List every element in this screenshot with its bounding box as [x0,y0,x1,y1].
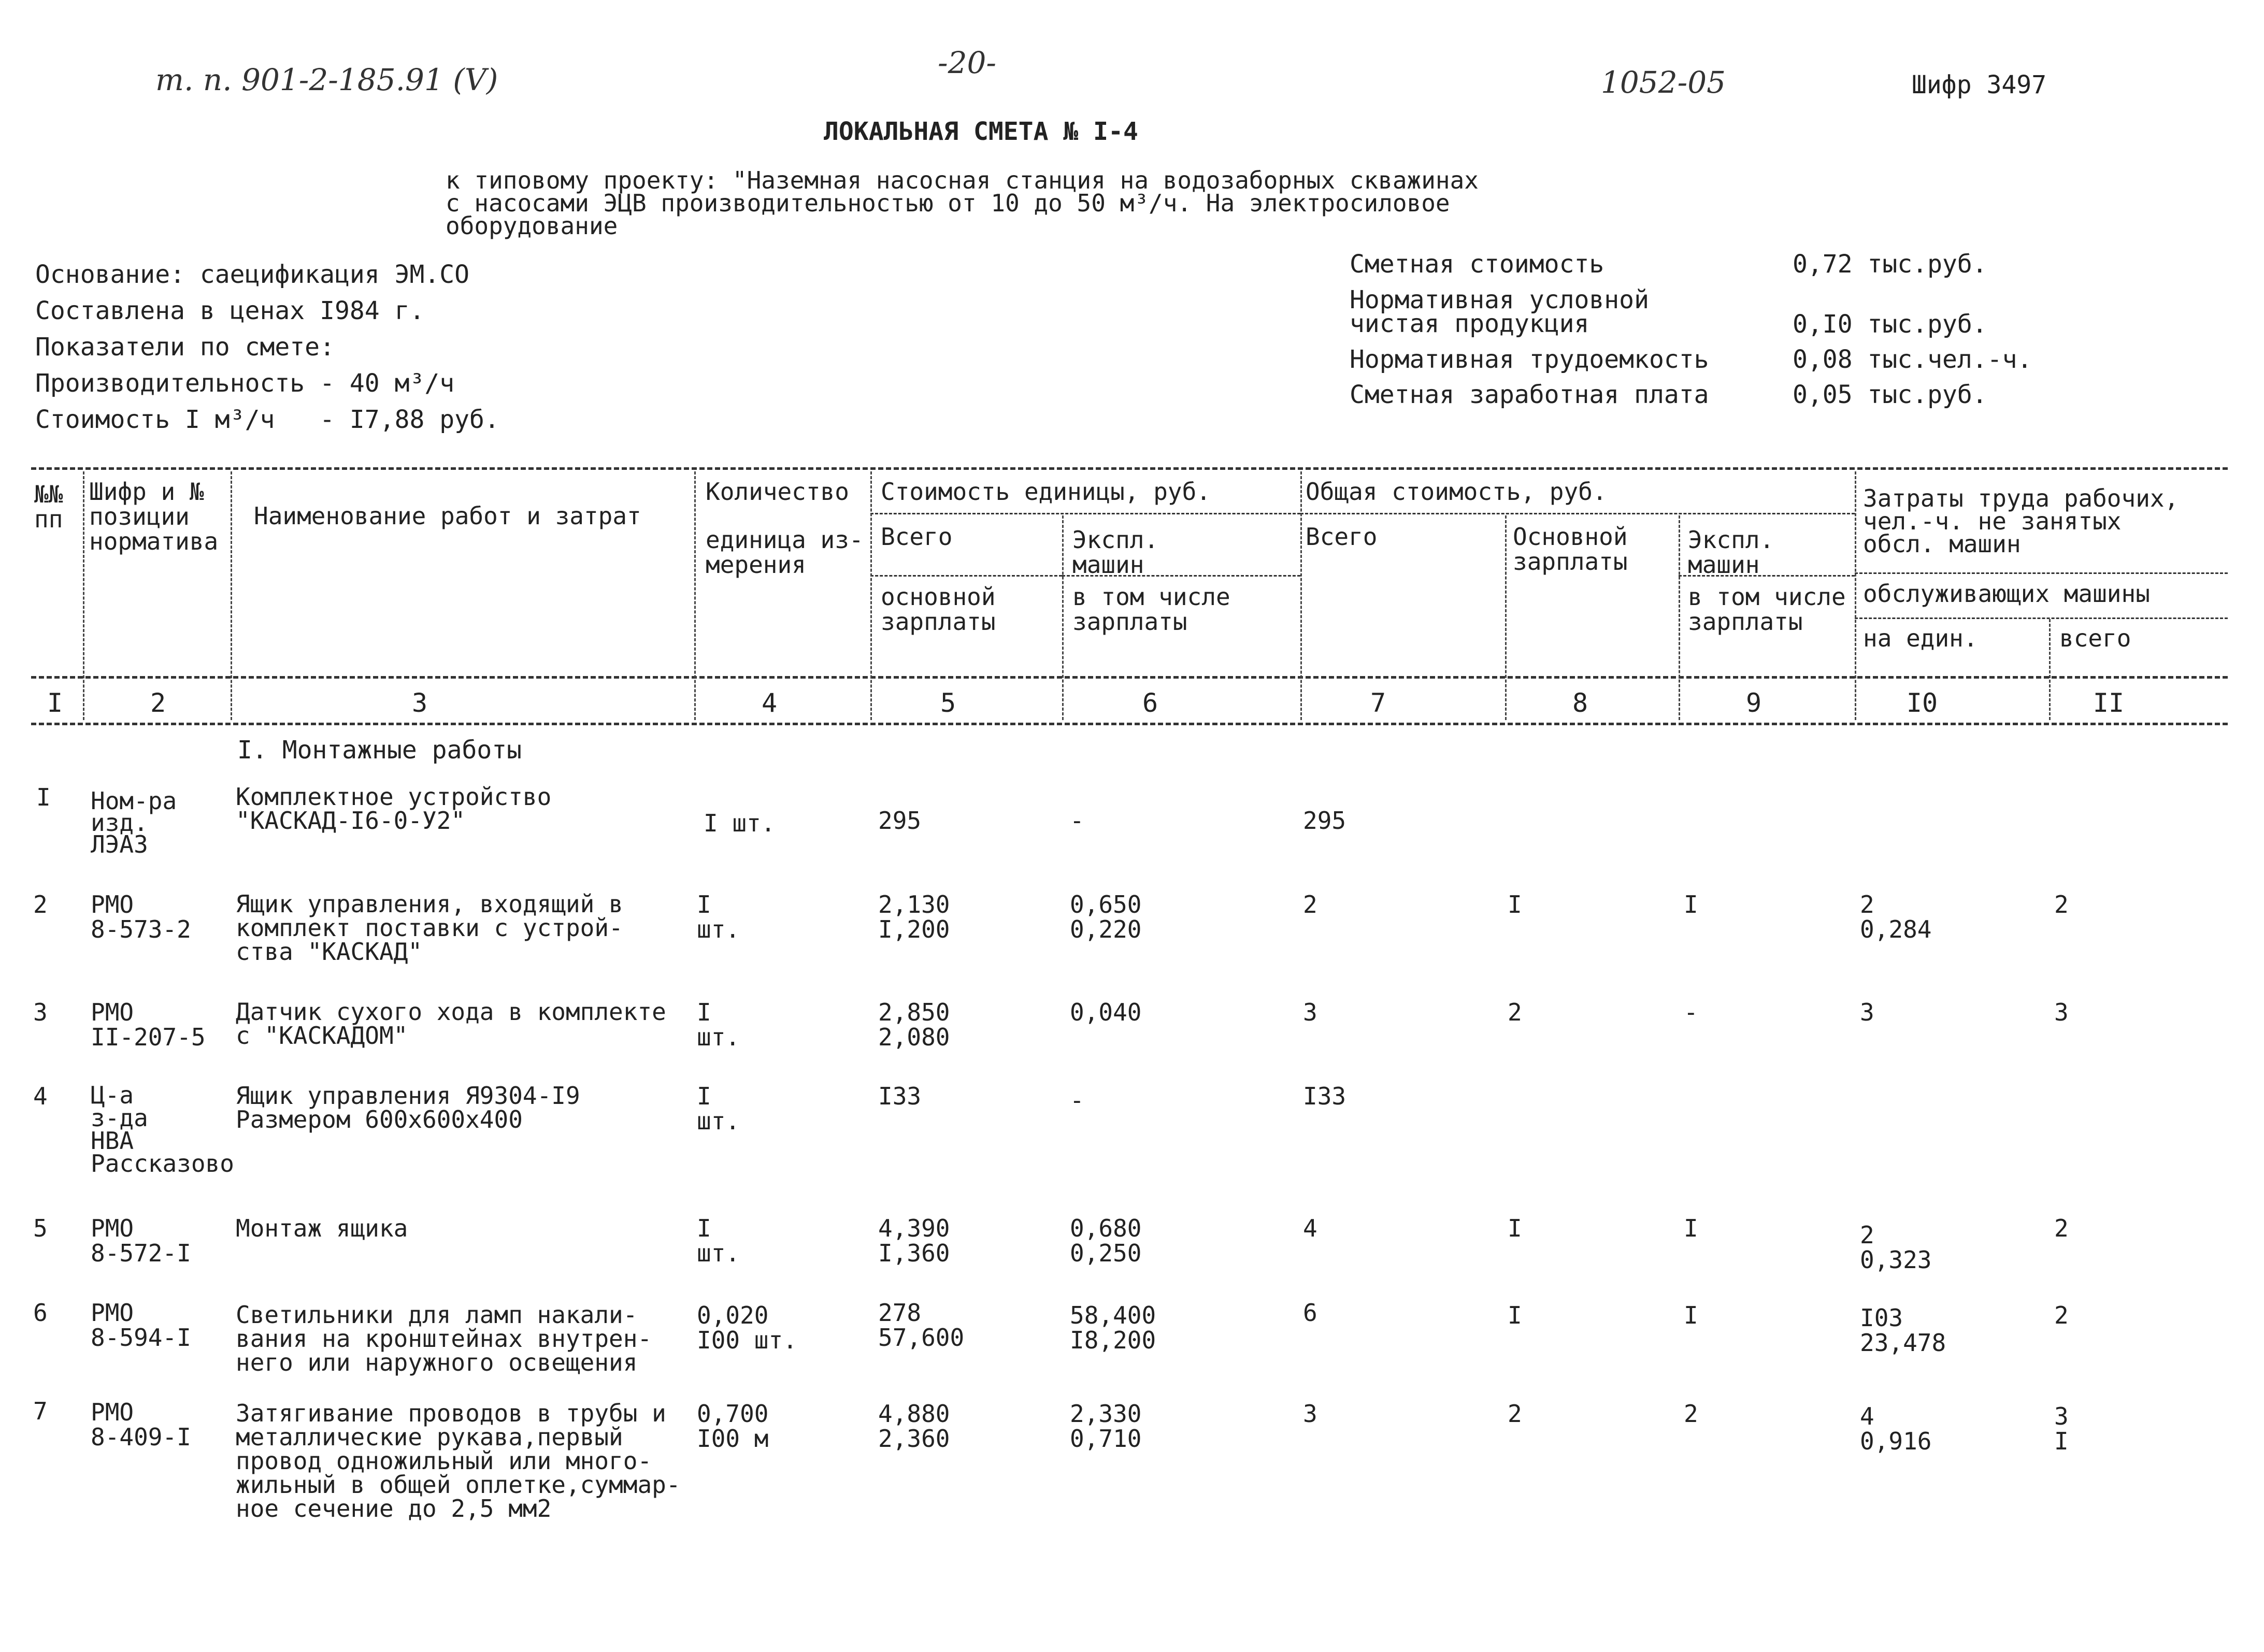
estimate-cost-value: 0,72 тыс.руб. [1793,250,1987,279]
col-header-code: Шифр и № позиции норматива [89,478,219,555]
divider-2 [231,471,232,720]
wage-value: 0,05 тыс.руб. [1793,380,1987,409]
row-labor-all: 2 [2054,1301,2069,1329]
divider-6 [1300,471,1302,720]
row-unit-machines: - [1070,807,1084,835]
row-wage: 2 [1508,1400,1522,1428]
row-name: Ящик управления Я9304-I9 Размером 600х600х400 [236,1082,580,1133]
row-unit-machines: 2,330 0,710 [1070,1400,1142,1453]
row-number: 5 [33,1214,48,1242]
row-name: Светильники для ламп накали- вания на кронштейнах внутрен- него или наружного освещения [236,1301,652,1376]
row-number: 4 [33,1082,48,1110]
row-total: 295 [1303,807,1346,835]
col-header-unit-cost: Стоимость единицы, руб. [881,478,1211,506]
col-header-quantity: Количество [706,478,849,506]
row-code: Ном-ра изд. ЛЭАЗ [91,787,177,858]
column-number: I0 [1906,688,1938,718]
productivity-line: Производительность - 40 м³/ч [35,369,455,398]
row-unit-machines: 0,680 0,250 [1070,1214,1142,1267]
row-number: 3 [33,998,48,1026]
row-code: РМО II-207-5 [91,998,206,1051]
col-header-total-machine-wage: в том числе зарплаты [1688,583,1846,636]
column-number: 7 [1370,688,1386,718]
row-labor-all: 3 I [2054,1402,2069,1455]
col-header-unit-wage: основной зарплаты [881,583,996,636]
row-unit-total: 2,130 I,200 [878,890,950,943]
column-number: I [47,688,63,718]
cipher-label: Шифр 3497 [1912,70,2047,99]
row-labor-all: 3 [2054,998,2069,1026]
row-unit-machines: - [1070,1086,1084,1114]
column-number: 6 [1142,688,1158,718]
row-name: Монтаж ящика [236,1214,408,1242]
row-number: 2 [33,890,48,918]
estimate-cost-label: Сметная стоимость [1350,250,1604,279]
col-header-labor-machines: обслуживающих машины [1863,580,2150,608]
row-total: I33 [1303,1082,1346,1110]
row-unit-total: 4,390 I,360 [878,1214,950,1267]
row-labor-unit: 3 [1860,998,1874,1026]
col-header-labor-unit: на един. [1863,624,1978,652]
row-unit-total: 295 [878,807,922,835]
col-header-total-all: Всего [1306,523,1378,551]
row-code: Ц-а з-да НВА Рассказово [91,1081,234,1177]
row-number: 7 [33,1397,48,1425]
col-header-total-cost: Общая стоимость, руб. [1306,478,1607,506]
col-header-total-wage: Основной зарплаты [1513,523,1628,576]
row-total: 4 [1303,1214,1317,1242]
column-number: II [2093,688,2125,718]
row-machines: 2 [1684,1400,1698,1428]
section-title: I. Монтажные работы [237,736,522,765]
indicators-line: Показатели по смете: [35,333,335,362]
row-machines: I [1684,890,1698,918]
unit-total-rule [870,575,1062,577]
row-unit-machines: 0,650 0,220 [1070,890,1142,943]
row-wage: 2 [1508,998,1522,1026]
col-header-number: №№ пп [34,480,63,533]
col-header-labor: Затраты труда рабочих, чел.-ч. не занятых обсл. машин [1863,484,2179,558]
column-number: 9 [1745,688,1762,718]
row-labor-all: 2 [2054,890,2069,918]
row-unit-total: 278 57,600 [878,1299,965,1352]
divider-1 [83,471,84,720]
row-wage: I [1508,1301,1522,1329]
row-name: Датчик сухого хода в комплекте с "КАСКАДОМ" [236,998,666,1050]
row-quantity: I шт. [704,809,776,837]
row-unit-machines: 0,040 [1070,998,1142,1026]
prices-line: Составлена в ценах I984 г. [35,296,425,325]
row-number: I [36,783,51,811]
column-number: 5 [940,688,956,718]
project-reference: т. п. 901-2-185.91 (V) [155,62,498,97]
row-quantity: 0,020 I00 шт. [697,1301,797,1354]
divider-3 [694,471,696,720]
divider-4 [870,471,872,720]
col-header-unit-machines: Экспл. машин [1072,526,1159,579]
row-total: 3 [1303,998,1317,1026]
total-cost-rule [1300,513,1855,514]
column-number: 4 [761,688,778,718]
unit-cost-rule [870,513,1300,514]
row-quantity: I шт. [697,1214,740,1267]
document-subtitle: к типовому проекту: "Наземная насосная станция на водозаборных скважинах с насосами ЭЦВ производительностью от 10 до 50 м³/ч. На электросиловое оборудование [446,166,1479,240]
row-machines: - [1684,998,1698,1026]
col-header-name: Наименование работ и затрат [254,502,641,530]
column-number: 2 [150,688,166,718]
col-header-total-machines: Экспл. машин [1688,526,1774,579]
row-quantity: I шт. [697,998,740,1051]
row-labor-unit: 2 0,284 [1860,890,1932,943]
row-unit-total: 4,880 2,360 [878,1400,950,1453]
row-labor-unit: 4 0,916 [1860,1402,1932,1455]
row-labor-unit: 2 0,323 [1860,1221,1932,1274]
row-quantity: 0,700 I00 м [697,1400,769,1453]
row-quantity: I шт. [697,1082,740,1135]
col-header-unit-machine-wage: в том числе зарплаты [1072,583,1230,636]
basis-line: Основание: сaецификация ЭМ.СО [35,260,470,289]
row-total: 2 [1303,890,1317,918]
col-header-unit: единица из- мерения [706,526,864,579]
row-total: 3 [1303,1400,1317,1428]
row-code: РМО 8-409-I [91,1398,191,1451]
col-header-labor-all: всего [2059,624,2131,652]
row-unit-machines: 58,400 I8,200 [1070,1301,1156,1354]
table-top-rule [31,467,2228,470]
column-number: 3 [411,688,428,718]
row-name: Комплектное устройство "КАСКАД-I6-0-У2" [236,783,552,835]
col-header-unit-total: Всего [881,523,953,551]
row-machines: I [1684,1214,1698,1242]
row-code: РМО 8-594-I [91,1299,191,1352]
labor-intensity-value: 0,08 тыс.чел.-ч. [1793,345,2032,374]
page-number: -20- [938,45,996,80]
divider-9 [1855,471,1856,720]
row-code: РМО 8-572-I [91,1214,191,1267]
row-unit-total: 2,850 2,080 [878,998,950,1051]
row-name: Затягивание проводов в трубы и металлические рукава,первый провод одножильный или много- жильный в общей оплетке,суммар- ное сечение до 2,5 мм2 [236,1399,681,1522]
row-labor-unit: I03 23,478 [1860,1304,1946,1357]
net-product-label: Нормативная условной чистая продукция [1350,285,1649,338]
row-machines: I [1684,1301,1698,1329]
column-numbers-rule [31,723,2228,725]
labor-rule-2 [1855,617,2228,619]
row-unit-total: I33 [878,1082,922,1110]
wage-label: Сметная заработная плата [1350,380,1709,409]
row-name: Ящик управления, входящий в комплект поставки с устрой- ства "КАСКАД" [236,890,623,966]
row-total: 6 [1303,1299,1317,1327]
header-bottom-rule [31,676,2228,679]
document-code: 1052-05 [1601,65,1726,100]
row-number: 6 [33,1299,48,1327]
column-number: 8 [1572,688,1588,718]
row-quantity: I шт. [697,890,740,943]
net-product-value: 0,I0 тыс.руб. [1793,310,1987,339]
labor-intensity-label: Нормативная трудоемкость [1350,345,1709,374]
row-wage: I [1508,1214,1522,1242]
document-title: ЛОКАЛЬНАЯ СМЕТА № I-4 [824,117,1138,146]
row-code: РМО 8-573-2 [91,890,191,943]
labor-rule-1 [1855,572,2228,574]
row-wage: I [1508,890,1522,918]
row-labor-all: 2 [2054,1214,2069,1242]
unit-cost-line: Стоимость I м³/ч - I7,88 руб. [35,405,499,434]
